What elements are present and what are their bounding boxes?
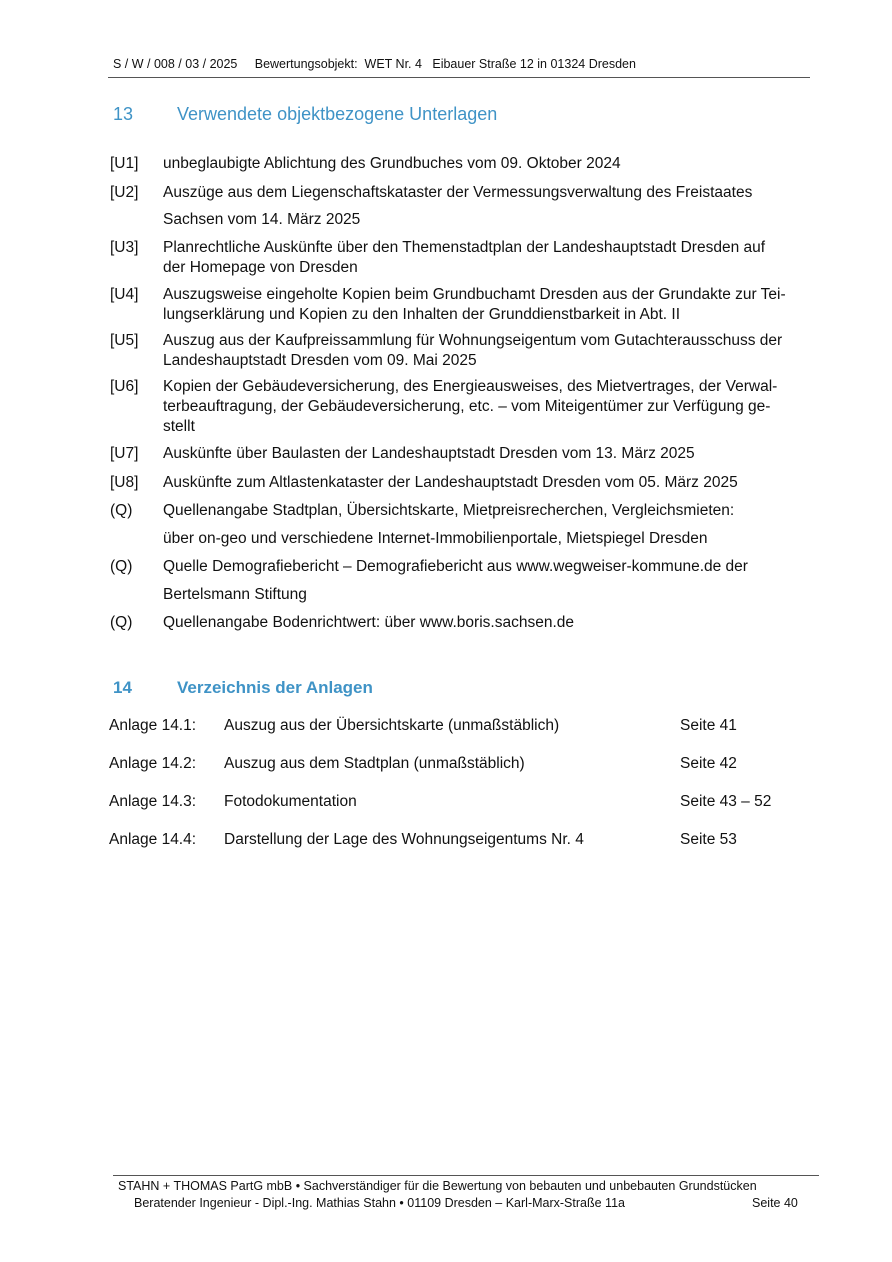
reference-text bbox=[163, 444, 837, 464]
reference-line: Auszüge aus dem Liegenschaftskataster der Vermessungsverwaltung des Freistaates bbox=[163, 184, 753, 201]
header-divider bbox=[108, 77, 810, 78]
reference-key: [U8] bbox=[110, 474, 139, 491]
reference-key: [U3] bbox=[110, 239, 139, 256]
anlage-page: Seite 42 bbox=[680, 755, 737, 772]
reference-text bbox=[163, 377, 837, 437]
footer-address-line: Beratender Ingenieur - Dipl.-Ing. Mathias Stahn • 01109 Dresden – Karl-Marx-Straße 11a bbox=[134, 1196, 625, 1210]
reference-key: [U1] bbox=[110, 155, 139, 172]
reference-text bbox=[163, 613, 837, 633]
reference-key: [U5] bbox=[110, 332, 139, 349]
section-number: 14 bbox=[113, 678, 132, 697]
reference-text bbox=[163, 473, 837, 493]
reference-line: lungserklärung und Kopien zu den Inhalten der Grunddienstbarkeit in Abt. II bbox=[163, 306, 681, 323]
reference-text bbox=[163, 501, 837, 549]
reference-key: [U4] bbox=[110, 286, 139, 303]
reference-key: [U7] bbox=[110, 445, 139, 462]
reference-line: Auszugsweise eingeholte Kopien beim Grundbuchamt Dresden aus der Grundakte zur Tei- bbox=[163, 286, 786, 303]
reference-line: Sachsen vom 14. März 2025 bbox=[163, 211, 361, 228]
section-title: Verwendete objektbezogene Unterlagen bbox=[177, 104, 498, 124]
reference-line: Auszug aus der Kaufpreissammlung für Wohnungseigentum vom Gutachterausschuss der bbox=[163, 332, 783, 349]
reference-text bbox=[163, 154, 837, 174]
reference-line: Planrechtliche Auskünfte über den Themenstadtplan der Landeshauptstadt Dresden auf bbox=[163, 239, 766, 256]
reference-text bbox=[163, 285, 837, 325]
anlage-page: Seite 41 bbox=[680, 717, 737, 734]
anlage-page: Seite 53 bbox=[680, 831, 737, 848]
footer-page-number: Seite 40 bbox=[752, 1196, 798, 1210]
anlage-description: Darstellung der Lage des Wohnungseigentums Nr. 4 bbox=[224, 831, 584, 848]
reference-line: über on-geo und verschiedene Internet-Immobilienportale, Mietspiegel Dresden bbox=[163, 530, 708, 547]
anlage-label: Anlage 14.1: bbox=[109, 717, 197, 734]
reference-text bbox=[163, 183, 837, 230]
reference-line: Auskünfte über Baulasten der Landeshauptstadt Dresden vom 13. März 2025 bbox=[163, 445, 695, 462]
reference-key: (Q) bbox=[110, 614, 133, 631]
footer-company-line: STAHN + THOMAS PartG mbB • Sachverständiger für die Bewertung von bebauten und unbebauten Grundstücken bbox=[118, 1179, 757, 1193]
anlage-description: Fotodokumentation bbox=[224, 793, 357, 810]
reference-text bbox=[163, 238, 837, 278]
reference-key: (Q) bbox=[110, 558, 133, 575]
anlage-label: Anlage 14.2: bbox=[109, 755, 197, 772]
reference-line: stellt bbox=[163, 418, 195, 435]
reference-line: Bertelsmann Stiftung bbox=[163, 586, 307, 603]
section-number: 13 bbox=[113, 104, 134, 124]
reference-text bbox=[163, 557, 837, 605]
reference-text bbox=[163, 331, 837, 371]
section-13-heading bbox=[113, 104, 497, 125]
page-header: S / W / 008 / 03 / 2025 Bewertungsobjekt: WET Nr. 4 Eibauer Straße 12 in 01324 Dresden bbox=[113, 57, 636, 71]
reference-line: Kopien der Gebäudeversicherung, des Energieausweises, des Mietvertrages, der Verwal- bbox=[163, 378, 778, 395]
reference-line: Landeshauptstadt Dresden vom 09. Mai 2025 bbox=[163, 352, 477, 369]
anlage-label: Anlage 14.4: bbox=[109, 831, 197, 848]
section-title: Verzeichnis der Anlagen bbox=[177, 678, 373, 697]
reference-line: Quelle Demografiebericht – Demografiebericht aus www.wegweiser-kommune.de der bbox=[163, 558, 748, 575]
reference-line: Auskünfte zum Altlastenkataster der Landeshauptstadt Dresden vom 05. März 2025 bbox=[163, 474, 738, 491]
reference-line: unbeglaubigte Ablichtung des Grundbuches vom 09. Oktober 2024 bbox=[163, 155, 621, 172]
anlage-page: Seite 43 – 52 bbox=[680, 793, 772, 810]
section-14-heading bbox=[113, 678, 373, 698]
reference-line: der Homepage von Dresden bbox=[163, 259, 358, 276]
reference-key: (Q) bbox=[110, 502, 133, 519]
reference-key: [U2] bbox=[110, 184, 139, 201]
reference-line: Quellenangabe Stadtplan, Übersichtskarte, Mietpreisrecherchen, Vergleichsmieten: bbox=[163, 502, 735, 519]
anlage-description: Auszug aus der Übersichtskarte (unmaßstäblich) bbox=[224, 717, 560, 734]
reference-line: Quellenangabe Bodenrichtwert: über www.boris.sachsen.de bbox=[163, 614, 574, 631]
anlage-label: Anlage 14.3: bbox=[109, 793, 197, 810]
reference-line: terbeauftragung, der Gebäudeversicherung, etc. – vom Miteigentümer zur Verfügung ge- bbox=[163, 398, 771, 415]
reference-key: [U6] bbox=[110, 378, 139, 395]
footer-divider bbox=[113, 1175, 819, 1176]
anlage-description: Auszug aus dem Stadtplan (unmaßstäblich) bbox=[224, 755, 525, 772]
